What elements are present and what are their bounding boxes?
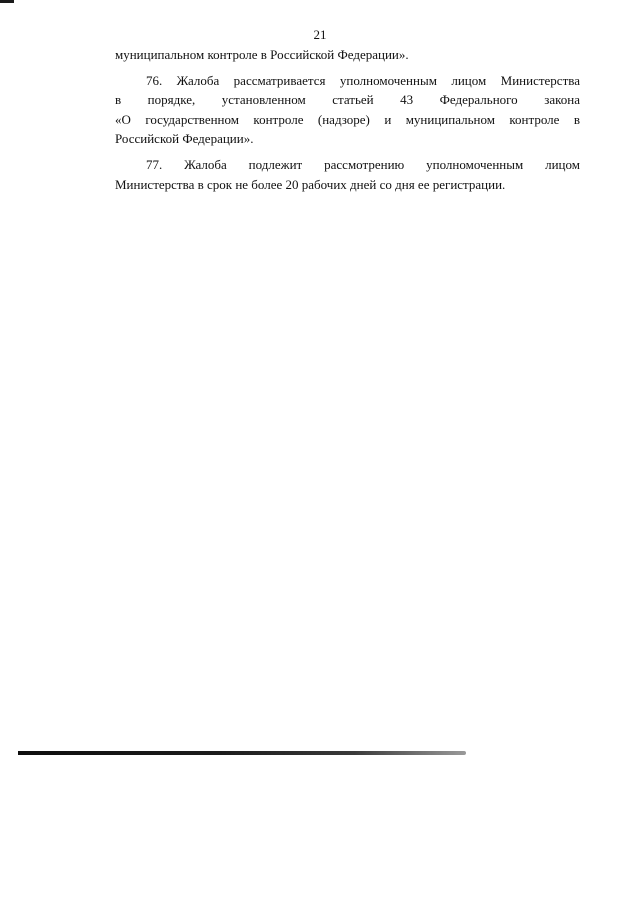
- document-body: [115, 45, 580, 194]
- paragraph-continuation: [115, 45, 580, 65]
- paragraph-line: Российской Федерации».: [115, 131, 254, 147]
- paragraph-line: 77. Жалоба подлежит рассмотрению уполномоченным лицом: [146, 156, 580, 172]
- paragraph-line: муниципальном контроле в Российской Федерации».: [115, 47, 409, 62]
- paragraph-line: в порядке, установленном статьей 43 Федерального закона: [115, 92, 580, 108]
- paragraph-76: [115, 71, 580, 149]
- paragraph-line: Министерства в срок не более 20 рабочих дней со дня ее регистрации.: [115, 176, 506, 192]
- page-number: 21: [313, 27, 327, 42]
- paragraph-line: «О государственном контроле (надзоре) и муниципальном контроле в: [115, 111, 580, 127]
- paragraph-line: 76. Жалоба рассматривается уполномоченным лицом Министерства: [146, 72, 580, 88]
- footer-separator-line: [18, 751, 466, 755]
- paragraph-77: [115, 155, 580, 194]
- scan-edge-mark: [0, 0, 14, 3]
